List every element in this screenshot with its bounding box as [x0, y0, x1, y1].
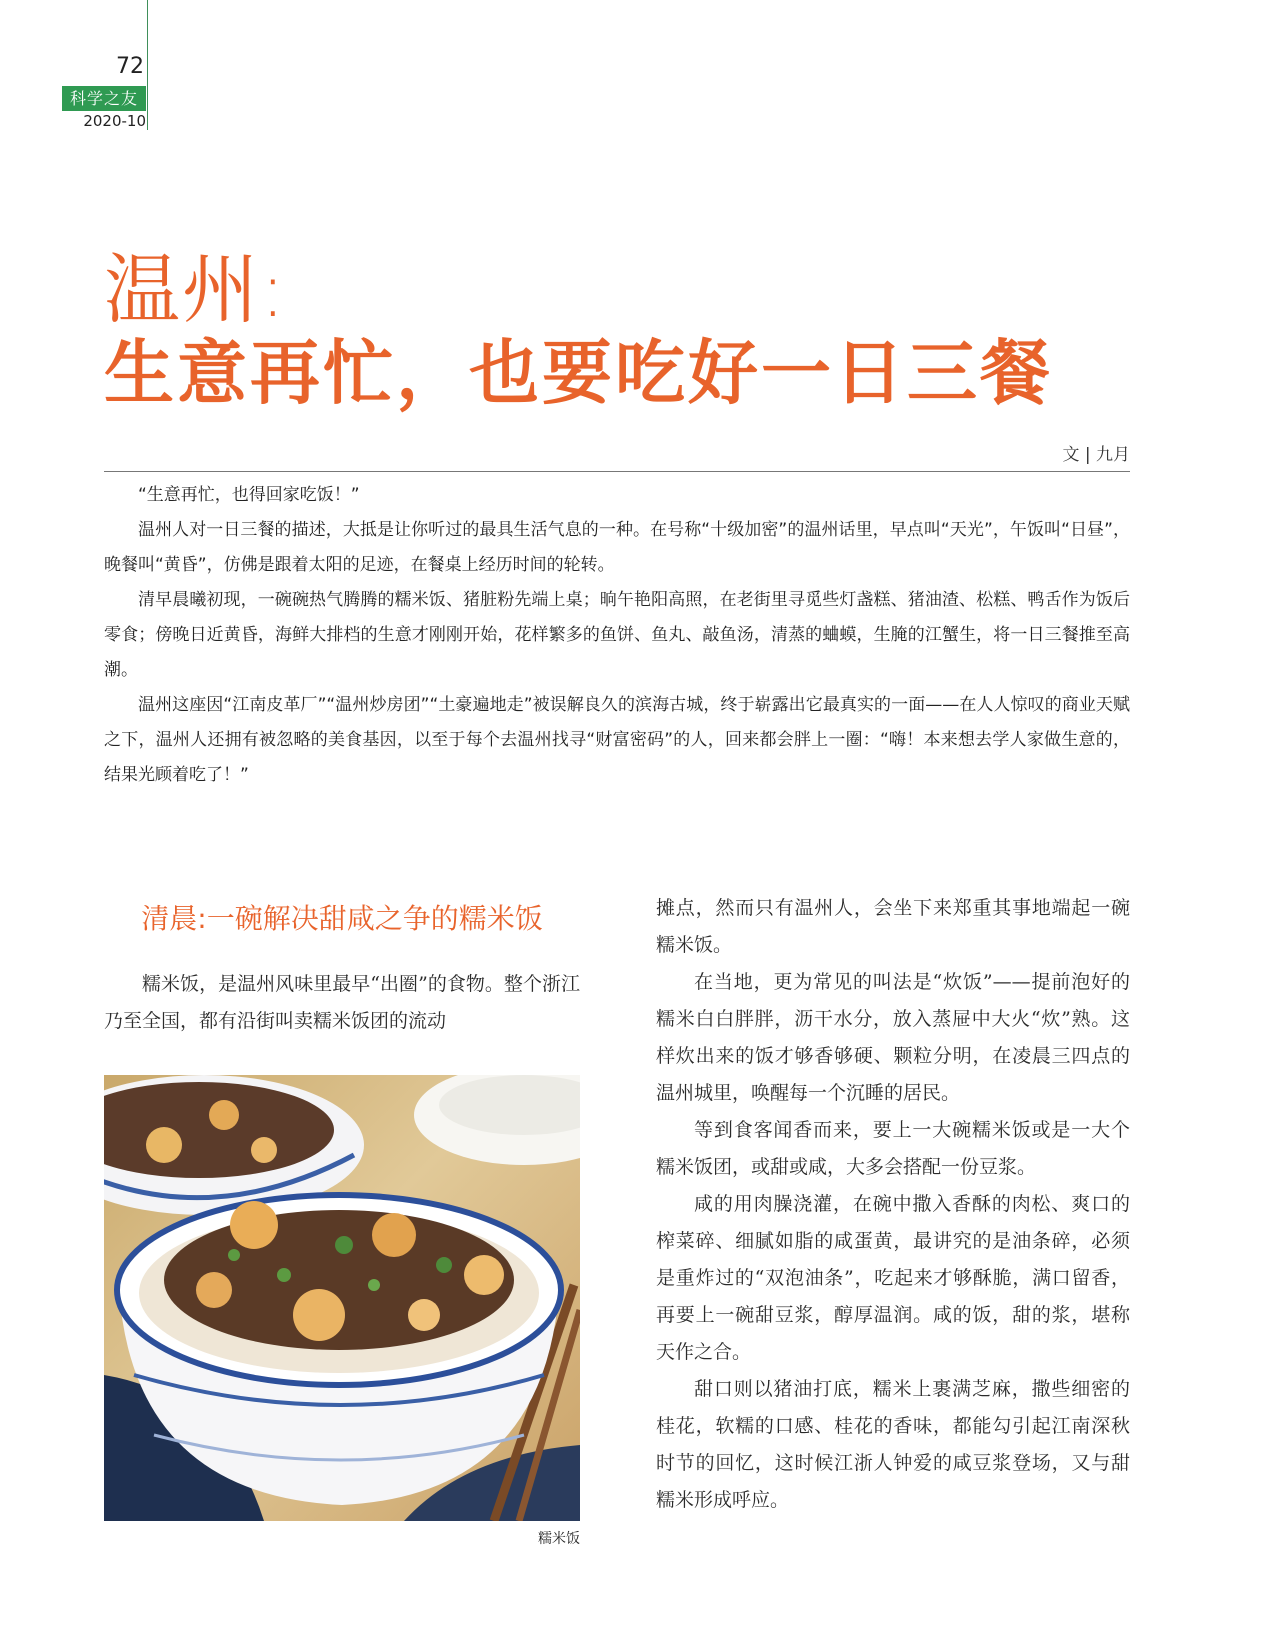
title-divider: [104, 471, 1130, 472]
page-number: 72: [116, 54, 144, 79]
right-column: [656, 890, 1130, 1519]
intro-paragraph: 温州这座因“江南皮革厂”“温州炒房团”“土豪遍地走”被误解良久的滨海古城，终于崭露出它最真实的一面——在人人惊叹的商业天赋之下，温州人还拥有被忽略的美食基因，以至于每个去温州找寻“财富密码”的人，回来都会胖上一圈：“嗨！本来想去学人家做生意的，结果光顾着吃了！”: [104, 695, 1130, 785]
body-paragraph: 在当地，更为常见的叫法是“炊饭”——提前泡好的糯米白白胖胖，沥干水分，放入蒸屉中大火“炊”熟。这样炊出来的饭才够香够硬、颗粒分明，在凌晨三四点的温州城里，唤醒每一个沉睡的居民。: [656, 971, 1130, 1104]
sticky-rice-photo: [104, 1075, 580, 1521]
body-paragraph: 等到食客闻香而来，要上一大碗糯米饭或是一大个糯米饭团，或甜或咸，大多会搭配一份豆浆。: [656, 1119, 1130, 1178]
intro-paragraph: “生意再忙，也得回家吃饭！”: [138, 485, 360, 505]
photo-caption: 糯米饭: [538, 1531, 580, 1547]
sticky-rice-bowl-illustration: [104, 1075, 580, 1521]
magazine-name: 科学之友: [62, 86, 146, 111]
body-paragraph: 糯米饭，是温州风味里最早“出圈”的食物。整个浙江乃至全国，都有沿街叫卖糯米饭团的流动: [104, 973, 580, 1032]
section-heading: 清晨:一碗解决甜咸之争的糯米饭: [141, 902, 543, 935]
body-paragraph: 咸的用肉臊浇灌，在碗中撒入香酥的肉松、爽口的榨菜碎、细腻如脂的咸蛋黄，最讲究的是油条碎，必须是重炸过的“双泡油条”，吃起来才够酥脆，满口留香，再要上一碗甜豆浆，醇厚温润。咸的饭，甜的浆，堪称天作之合。: [656, 1193, 1130, 1363]
body-paragraph: 甜口则以猪油打底，糯米上裹满芝麻，撒些细密的桂花，软糯的口感、桂花的香味，都能勾引起江南深秋时节的回忆，这时候江浙人钟爱的咸豆浆登场，又与甜糯米形成呼应。: [656, 1378, 1130, 1511]
intro-paragraph: 清早晨曦初现，一碗碗热气腾腾的糯米饭、猪脏粉先端上桌；晌午艳阳高照，在老街里寻觅些灯盏糕、猪油渣、松糕、鸭舌作为饭后零食；傍晚日近黄昏，海鲜大排档的生意才刚刚开始，花样繁多的鱼饼、鱼丸、敲鱼汤，清蒸的蛐蟆，生腌的江蟹生，将一日三餐推至高潮。: [104, 590, 1130, 680]
body-paragraph: 摊点，然而只有温州人，会坐下来郑重其事地端起一碗糯米饭。: [656, 897, 1130, 956]
intro-text: [104, 478, 1130, 793]
left-column: [104, 966, 580, 1040]
title-line-2: 生意再忙，也要吃好一日三餐: [104, 332, 1053, 414]
issue-date: 2020-10: [83, 112, 146, 130]
title-line-1: 温州:: [104, 245, 288, 334]
gutter-line: [147, 0, 148, 130]
byline: 文 | 九月: [1062, 445, 1130, 465]
intro-paragraph: 温州人对一日三餐的描述，大抵是让你听过的最具生活气息的一种。在号称“十级加密”的温州话里，早点叫“天光”，午饭叫“日昼”，晚餐叫“黄昏”，仿佛是跟着太阳的足迹，在餐桌上经历时间的轮转。: [104, 520, 1130, 575]
